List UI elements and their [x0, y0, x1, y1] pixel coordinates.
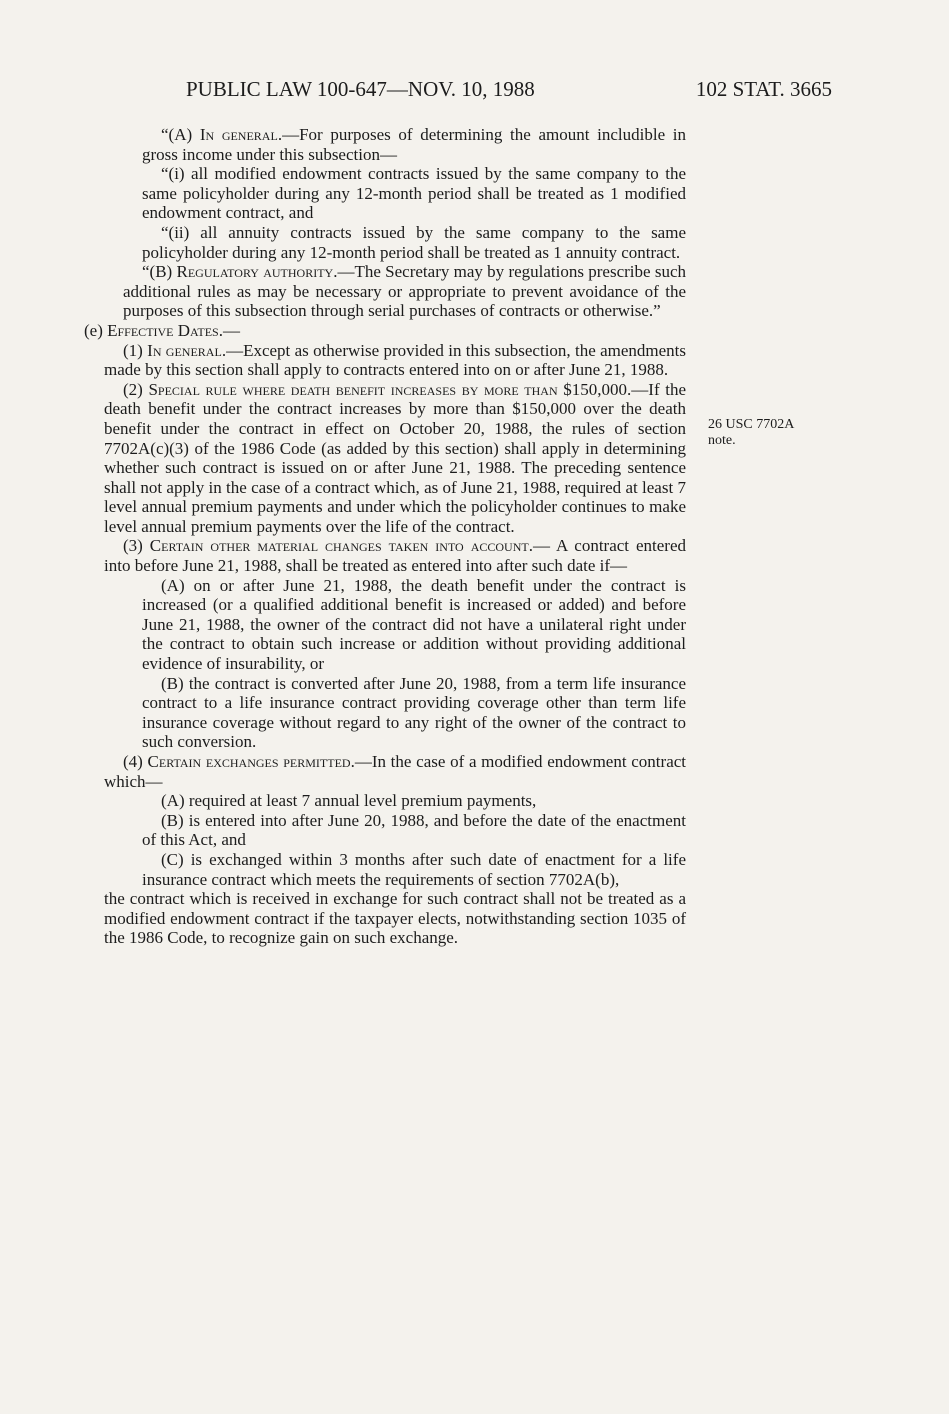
margin-note-citation: 26 USC 7702A	[708, 417, 795, 432]
clause-e3-b: (B) the contract is converted after June 20, 1988, from a term life insurance contract to a life insurance contract providing coverage other than term life insurance coverage without regard to any right of the owner of the contract to such conversion.	[142, 673, 686, 752]
clause-a-i: “(i) all modified endowment contracts issued by the same company to the same policyholder during any 12-month period shall be treated as 1 modified endowment contract, and	[142, 164, 686, 223]
paragraph-e4-exchanges: (4) Certain exchanges permitted.—In the case of a modified endowment contract which—	[104, 752, 687, 791]
statute-body	[84, 125, 687, 948]
paragraph-e4-tail: the contract which is received in exchange for such contract shall not be treated as a modified endowment contract if the taxpayer elects, notwithstanding section 1035 of the 1986 Code, to recognize gain on such exchange.	[104, 889, 686, 948]
section-heading: Certain exchanges permitted	[147, 752, 351, 771]
paragraph-e3-material-changes: (3) Certain other material changes taken into account.— A contract entered into before June 21, 1988, shall be treated as entered into after such date if—	[104, 536, 687, 576]
paragraph-a-in-general: “(A) In general.—For purposes of determining the amount includible in gross income under this subsection—	[142, 125, 687, 164]
clause-a-ii: “(ii) all annuity contracts issued by the same company to the same policyholder during any 12-month period shall be treated as 1 annuity contract.	[142, 222, 686, 262]
paragraph-e1-in-general: (1) In general.—Except as otherwise provided in this subsection, the amendments made by this section shall apply to contracts entered into on or after June 21, 1988.	[104, 340, 687, 380]
clause-e4-c: (C) is exchanged within 3 months after such date of enactment for a life insurance contract which meets the requirements of section 7702A(b),	[142, 849, 686, 889]
section-heading: In general	[147, 340, 222, 360]
margin-note-label: note.	[708, 433, 736, 448]
clause-e3-a: (A) on or after June 21, 1988, the death benefit under the contract is increased (or a qualified additional benefit is increased or added) and before June 21, 1988, the owner of the contract did not have a unilateral right under the contract to obtain such increase or addition without providing additional evidence of insurability, or	[142, 575, 686, 674]
paragraph-e2-special-rule: (2) Special rule where death benefit increases by more than $150,000.—If the death benefit under the contract increases by more than $150,000 over the death benefit under the contract in effect on October 20, 1988, the rules of section 7702A(c)(3) of the 1986 Code (as added by this section) shall apply in determining whether such contract is issued on or after June 21, 1988. The preceding sentence shall not apply in the case of a contract which, as of June 21, 1988, required at least 7 level annual premium payments and under which the policyholder continues to make level annual premium payments over the life of the contract.	[104, 379, 687, 536]
subsection-e-heading: (e) Effective Dates.—	[84, 320, 240, 340]
stat-page-number: 102 STAT. 3665	[695, 77, 832, 101]
clause-e4-b: (B) is entered into after June 20, 1988, and before the date of the enactment of this Act, and	[142, 810, 686, 850]
clause-e4-a: (A) required at least 7 annual level premium payments,	[161, 791, 537, 811]
section-heading: Special rule where death benefit increases by more than $150,000	[148, 379, 628, 399]
paragraph-b-regulatory-authority: “(B) Regulatory authority.—The Secretary may by regulations prescribe such additional rules as may be necessary or appropriate to prevent avoidance of the purposes of this subsection through serial purchases of contracts or otherwise.”	[123, 262, 686, 321]
running-title: PUBLIC LAW 100-647—NOV. 10, 1988	[186, 77, 535, 101]
margin-note	[708, 417, 828, 449]
page-header	[186, 74, 832, 104]
section-heading: Effective Dates	[107, 320, 219, 340]
section-heading: Regulatory authority	[176, 262, 334, 282]
section-heading: Certain other material changes taken into account	[149, 536, 529, 556]
section-heading: In general	[199, 125, 278, 144]
